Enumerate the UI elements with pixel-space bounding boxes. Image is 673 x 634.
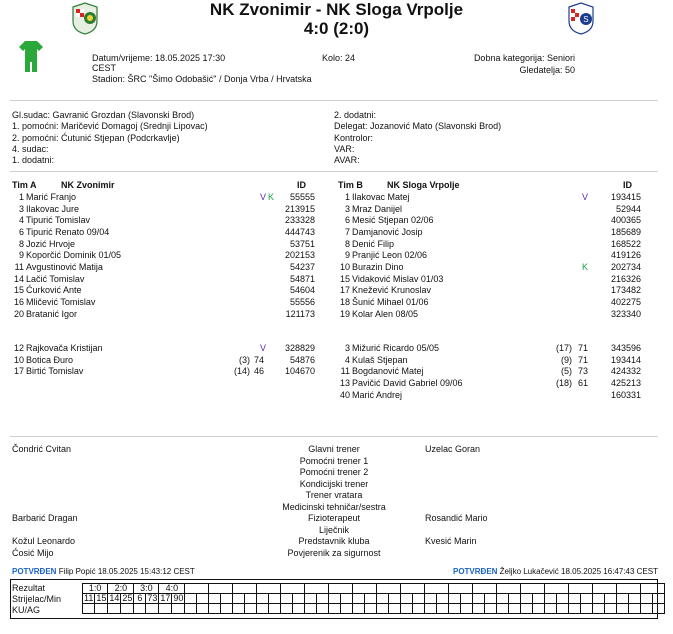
result-cell	[449, 584, 473, 594]
result-cell	[521, 584, 545, 594]
result-cell: 2:0	[108, 584, 134, 594]
staff-role: Glavni trener	[308, 444, 360, 454]
card-cell	[377, 604, 389, 614]
player-id: 323340	[610, 308, 641, 319]
player-number: 19	[339, 308, 350, 319]
player-number: 1	[18, 192, 24, 202]
player-number: 3	[344, 203, 350, 214]
sub-minute: 46	[253, 366, 264, 377]
scorer-minute-cell	[497, 594, 509, 604]
scorer-minute-cell	[593, 594, 605, 604]
player-id: 54604	[289, 285, 315, 296]
player-number: 15	[339, 273, 350, 284]
player-name: Ćurković Ante	[26, 285, 82, 296]
player-name: Burazin Dino	[352, 261, 404, 272]
card-cell	[461, 604, 473, 614]
player-id: 55555	[289, 192, 315, 202]
sub-replaced: (17)	[555, 343, 572, 353]
player-name: Rajkovača Kristijan	[26, 343, 103, 353]
scorer-minute-cell	[185, 594, 197, 604]
goalkeeper-flag: V	[260, 343, 267, 353]
card-cell	[557, 604, 569, 614]
scorer-minute-cell	[521, 594, 533, 604]
scorer-minute-cell	[533, 594, 545, 604]
scorer-minute-cell	[293, 594, 305, 604]
card-cell	[221, 604, 233, 614]
scorer-minute-cell	[317, 594, 329, 604]
scorer-minute-cell	[413, 594, 425, 604]
away-staff-name: Kvesić Marin	[425, 536, 477, 546]
player-name: Šunić Mihael 01/06	[352, 296, 429, 307]
player-number: 8	[18, 238, 24, 249]
card-cell	[605, 604, 617, 614]
scorer-minute-cell	[269, 594, 281, 604]
card-cell	[485, 604, 497, 614]
scorer-minute-cell	[401, 594, 413, 604]
scorer-minute-cell	[221, 594, 233, 604]
result-cell: 3:0	[134, 584, 159, 594]
player-name: Tipurić Tomislav	[26, 215, 91, 226]
official-line: 1. pomoćni: Maričević Domagoj (Srednji Lipovac)	[12, 121, 208, 132]
scorer-minute-cell	[281, 594, 293, 604]
player-number: 18	[339, 296, 350, 307]
card-cell	[209, 604, 221, 614]
scorer-minute-cell	[245, 594, 257, 604]
player-name: Tipurić Renato 09/04	[26, 226, 110, 237]
team-b-name: NK Sloga Vrpolje	[387, 180, 460, 190]
player-id: 104670	[284, 366, 315, 377]
match-datetime: Datum/vrijeme: 18.05.2025 17:30	[92, 53, 226, 63]
official-line: Kontrolor:	[334, 132, 374, 143]
card-cell	[509, 604, 521, 614]
player-name: Avgustinović Matija	[26, 261, 103, 272]
scorer-minute-cell	[617, 594, 629, 604]
official-line: 2. pomoćni: Ćutunić Stjepan (Podcrkavlje)	[12, 132, 180, 143]
card-cell	[108, 604, 121, 614]
team-b-id-header: ID	[623, 180, 632, 190]
card-cell	[257, 604, 269, 614]
confirmed-label: POTVRĐEN	[452, 567, 498, 576]
scorer-minute-cell: 14	[109, 593, 120, 603]
confirmation-text: Željko Lukačević 18.05.2025 16:47:43 CEST	[499, 567, 658, 576]
result-cell	[497, 584, 521, 594]
player-name: Birtić Tomislav	[26, 366, 84, 377]
card-cell	[425, 604, 437, 614]
age-category: Dobna kategorija: Seniori	[473, 53, 575, 63]
player-id: 193414	[610, 354, 641, 365]
card-cell	[317, 604, 329, 614]
player-name: Mraz Danijel	[352, 203, 403, 214]
card-cell	[449, 604, 461, 614]
sub-minute: 71	[577, 354, 588, 365]
result-cell: 1:0	[83, 584, 108, 594]
match-title: NK Zvonimir - NK Sloga Vrpolje	[209, 0, 464, 19]
player-number: 15	[13, 285, 24, 296]
team-a-tag: Tim A	[12, 180, 37, 190]
card-cell	[146, 604, 159, 614]
player-name: Lačić Tomislav	[26, 273, 85, 284]
card-cell	[473, 604, 485, 614]
scorer-minute-cell	[641, 594, 653, 604]
player-id: 216326	[610, 273, 641, 284]
player-name: Jozić Hrvoje	[26, 238, 76, 249]
result-cell	[569, 584, 593, 594]
scorer-minute-cell	[365, 594, 377, 604]
card-cell	[281, 604, 293, 614]
scorer-minute-cell	[389, 594, 401, 604]
scoreline-labels	[12, 583, 61, 616]
result-cell	[593, 584, 617, 594]
official-line: 2. dodatni:	[334, 110, 377, 120]
result-cell	[233, 584, 257, 594]
player-name: Pranjić Leon 02/06	[352, 250, 428, 261]
player-id: 54876	[289, 354, 315, 365]
sub-minute: 74	[253, 354, 264, 365]
home-staff-name: Ćosić Mijo	[12, 547, 54, 558]
player-name: Mižurić Ricardo 05/05	[352, 343, 440, 353]
result-cell	[353, 584, 377, 594]
scorer-minute-cell: 17	[160, 593, 171, 603]
player-name: Bratanić Igor	[26, 308, 78, 319]
scorer-minute-cell	[545, 594, 557, 604]
scorer-minute-cell	[485, 594, 497, 604]
player-number: 10	[339, 261, 350, 272]
card-cell	[329, 604, 341, 614]
staff-role: Predstavnik kluba	[298, 536, 370, 546]
player-id: 424332	[610, 366, 641, 377]
sub-minute: 71	[577, 343, 588, 353]
card-cell	[159, 604, 172, 614]
player-id: 54871	[289, 273, 315, 284]
sub-replaced: (18)	[555, 377, 572, 388]
player-id: 55556	[289, 296, 315, 307]
player-id: 400365	[610, 215, 641, 226]
player-number: 13	[339, 377, 350, 388]
result-cell	[305, 584, 329, 594]
player-name: Pavičić David Gabriel 09/06	[352, 377, 463, 388]
svg-text:S: S	[583, 15, 589, 24]
match-timezone: CEST	[92, 63, 117, 73]
scorer-minute-cell	[629, 594, 641, 604]
player-id: 202734	[610, 261, 641, 272]
card-cell	[365, 604, 377, 614]
player-id: 185689	[610, 226, 641, 237]
scorer-minute-cell: 73	[147, 593, 158, 603]
team-a-name: NK Zvonimir	[61, 180, 115, 190]
scorer-minute-cell	[197, 594, 209, 604]
scorer-minute-cell	[341, 594, 353, 604]
result-cell	[425, 584, 449, 594]
result-cell	[401, 584, 425, 594]
scorer-minute-cell: 15	[96, 593, 107, 603]
spectators: Gledatelja: 50	[519, 65, 575, 75]
card-cell	[569, 604, 581, 614]
player-number: 14	[13, 273, 24, 284]
scorer-minute-cell	[353, 594, 365, 604]
player-number: 20	[13, 308, 24, 319]
match-round: Kolo: 24	[322, 53, 356, 63]
official-line: Delegat: Jozanović Mato (Slavonski Brod)	[334, 121, 502, 132]
player-name: Denić Filip	[352, 238, 395, 249]
away-confirmation	[453, 567, 658, 576]
player-id: 328829	[284, 343, 315, 353]
player-number: 11	[14, 261, 24, 272]
staff-role: Liječnik	[318, 524, 349, 535]
player-id: 425213	[610, 377, 641, 388]
staff-role: Pomoćni trener 2	[299, 467, 369, 477]
player-id: 193415	[610, 192, 641, 202]
player-id: 213915	[284, 203, 315, 214]
card-cell	[83, 604, 95, 614]
player-id: 419126	[610, 250, 641, 261]
card-cell	[134, 604, 146, 614]
player-number: 6	[18, 226, 24, 237]
result-cell	[185, 584, 209, 594]
card-cell	[269, 604, 281, 614]
player-number: 4	[18, 215, 24, 226]
official-line: 1. dodatni:	[12, 155, 55, 166]
player-number: 8	[344, 238, 350, 249]
scorer-minute-cell	[305, 594, 317, 604]
scorer-minute-cell: 11	[84, 593, 94, 603]
player-id: 53751	[289, 238, 315, 249]
player-id: 402275	[610, 296, 641, 307]
player-id: 202153	[284, 250, 315, 261]
scorer-minute-cell	[329, 594, 341, 604]
player-name: Mličević Tomislav	[26, 296, 96, 307]
sub-minute: 61	[577, 377, 588, 388]
card-cell	[641, 604, 653, 614]
player-number: 17	[13, 366, 24, 377]
player-id: 168522	[610, 238, 641, 249]
confirmation-text: Filip Popić 18.05.2025 15:43:12 CEST	[58, 567, 195, 576]
card-cell	[593, 604, 605, 614]
scorer-minute-cell	[233, 594, 245, 604]
player-id: 121173	[285, 308, 315, 319]
card-cell	[521, 604, 533, 614]
official-line: VAR:	[334, 143, 355, 154]
scorer-minute-cell	[569, 594, 581, 604]
player-number: 9	[344, 250, 350, 261]
player-id: 160331	[610, 389, 641, 400]
result-cell	[617, 584, 641, 594]
sub-replaced: (14)	[233, 366, 250, 377]
card-cell	[233, 604, 245, 614]
scorer-minute-cell	[473, 594, 485, 604]
player-name: Kolar Alen 08/05	[352, 308, 419, 319]
away-staff-name: Uzelac Goran	[425, 444, 481, 454]
player-number: 1	[344, 192, 350, 202]
player-name: Koporčić Dominik 01/05	[26, 250, 122, 261]
player-id: 52944	[615, 203, 641, 214]
player-name: Marić Franjo	[26, 192, 77, 202]
player-number: 12	[13, 343, 24, 353]
result-cell	[329, 584, 353, 594]
player-number: 10	[13, 354, 24, 365]
scorer-minute-cell	[449, 594, 461, 604]
official-line: Gl.sudac: Gavranić Grozdan (Slavonski Brod)	[12, 110, 195, 120]
card-cell	[341, 604, 353, 614]
goalkeeper-flag: V	[582, 192, 589, 202]
scorer-minute-cell	[209, 594, 221, 604]
home-staff-name: Čondrić Cvitan	[12, 444, 72, 454]
result-cell	[377, 584, 401, 594]
card-cell	[401, 604, 413, 614]
result-cell	[641, 584, 665, 594]
card-cell	[437, 604, 449, 614]
home-confirmation	[12, 567, 195, 576]
card-cell	[95, 604, 108, 614]
staff-role: Kondicijski trener	[299, 478, 369, 489]
card-cell	[353, 604, 365, 614]
player-name: Vidaković Mislav 01/03	[352, 273, 444, 284]
player-number: 4	[344, 354, 350, 365]
result-cell: 4:0	[159, 584, 185, 594]
player-id: 233328	[284, 215, 315, 226]
scorer-minute-cell	[437, 594, 449, 604]
player-name: Ilakovac Jure	[26, 203, 80, 214]
scorer-minute-cell	[425, 594, 437, 604]
player-number: 3	[344, 343, 350, 353]
card-cell	[172, 604, 185, 614]
scorer-minute-cell: 25	[122, 593, 133, 603]
scorer-minute-cell	[509, 594, 521, 604]
scorer-minute-cell	[581, 594, 593, 604]
card-cell	[293, 604, 305, 614]
match-score: 4:0 (2:0)	[303, 19, 370, 38]
result-cell	[209, 584, 233, 594]
player-name: Ilakovac Matej	[352, 192, 410, 202]
scorer-minute-cell	[377, 594, 389, 604]
scorer-minute-cell	[605, 594, 617, 604]
player-name: Marić Andrej	[352, 389, 403, 400]
scorer-minute-cell: 6	[134, 594, 146, 604]
captain-flag: K	[268, 192, 275, 202]
player-name: Damjanović Josip	[352, 226, 423, 237]
team-a-id-header: ID	[297, 180, 306, 190]
player-id: 54237	[289, 261, 315, 272]
scorer-minute-cell: 90	[173, 593, 184, 603]
official-line: 4. sudac:	[12, 143, 49, 154]
official-line: AVAR:	[334, 155, 360, 166]
row-label: Strijelac/Min	[12, 594, 62, 604]
player-id: 173482	[610, 285, 641, 296]
team-b-tag: Tim B	[338, 180, 363, 190]
staff-role: Medicinski tehničar/sestra	[282, 501, 386, 512]
card-cell	[413, 604, 425, 614]
confirmed-label: POTVRĐEN	[12, 567, 57, 576]
staff-role: Povjerenik za sigurnost	[287, 547, 381, 558]
scorer-minute-cell	[461, 594, 473, 604]
match-stadium: Stadion: ŠRC "Šimo Odobašić" / Donja Vrba / Hrvatska	[92, 74, 312, 84]
card-cell	[497, 604, 509, 614]
sub-replaced: (3)	[239, 354, 250, 365]
result-cell	[281, 584, 305, 594]
card-cell	[533, 604, 545, 614]
player-number: 40	[339, 389, 350, 400]
player-number: 16	[13, 296, 24, 307]
sub-minute: 73	[577, 366, 588, 377]
player-number: 3	[18, 203, 24, 214]
card-cell	[545, 604, 557, 614]
staff-role: Fizioterapeut	[307, 513, 361, 523]
card-cell	[653, 604, 665, 614]
player-id: 343596	[610, 343, 641, 353]
away-staff-name: Rosandić Mario	[425, 513, 488, 523]
player-number: 11	[340, 366, 350, 377]
result-cell	[545, 584, 569, 594]
result-cell	[257, 584, 281, 594]
result-cell	[473, 584, 497, 594]
card-cell	[185, 604, 197, 614]
scoreline-grid	[82, 583, 665, 614]
home-staff-name: Barbarić Dragan	[12, 513, 78, 523]
scorer-minute-cell	[653, 594, 665, 604]
captain-flag: K	[582, 261, 589, 272]
player-number: 9	[18, 250, 24, 261]
scoreline-table	[82, 583, 665, 614]
card-cell	[581, 604, 593, 614]
sub-replaced: (9)	[561, 354, 572, 365]
staff-role: Pomoćni trener 1	[299, 455, 369, 466]
player-name: Knežević Krunoslav	[352, 285, 432, 296]
scorer-minute-cell	[557, 594, 569, 604]
card-cell	[121, 604, 134, 614]
card-cell	[305, 604, 317, 614]
player-number: 6	[344, 215, 350, 226]
row-label: Rezultat	[12, 583, 46, 593]
card-cell	[197, 604, 209, 614]
player-name: Kulaš Stjepan	[352, 354, 408, 365]
row-label: KU/AG	[12, 605, 41, 615]
player-name: Botica Đuro	[26, 354, 74, 365]
card-cell	[389, 604, 401, 614]
player-number: 17	[339, 285, 350, 296]
player-number: 7	[344, 226, 350, 237]
card-cell	[245, 604, 257, 614]
staff-role: Trener vratara	[305, 490, 363, 500]
home-staff-name: Kožul Leonardo	[12, 536, 76, 546]
player-name: Mesić Stjepan 02/06	[352, 215, 434, 226]
player-name: Bogdanović Matej	[352, 366, 424, 377]
player-id: 444743	[284, 226, 315, 237]
goalkeeper-flag: V	[260, 192, 267, 202]
card-cell	[629, 604, 641, 614]
card-cell	[617, 604, 629, 614]
sub-replaced: (5)	[561, 366, 572, 377]
scorer-minute-cell	[257, 594, 269, 604]
